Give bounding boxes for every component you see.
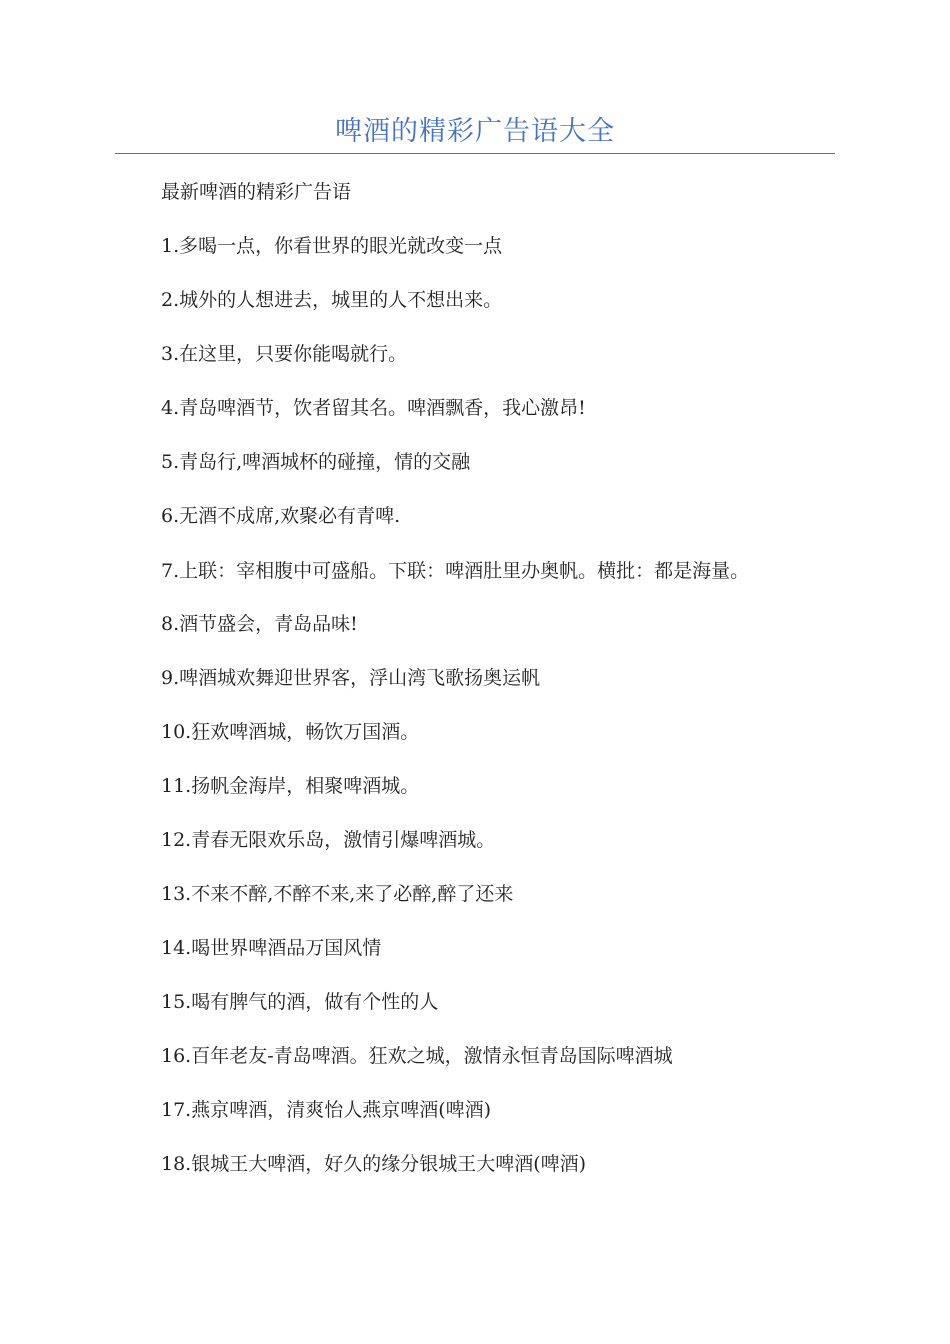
slogan-item: 9.啤酒城欢舞迎世界客，浮山湾飞歌扬奥运帆 [161,667,541,689]
slogan-item: 2.城外的人想进去，城里的人不想出来。 [161,289,503,311]
slogan-item: 8.酒节盛会，青岛品味! [161,613,358,635]
slogan-item: 12.青春无限欢乐岛，激情引爆啤酒城。 [161,829,496,851]
slogan-item: 14.喝世界啤酒品万国风情 [161,937,382,959]
slogan-item: 13.不来不醉,不醉不来,来了必醉,醉了还来 [161,883,514,905]
slogan-item: 18.银城王大啤酒，好久的缘分银城王大啤酒(啤酒) [161,1153,587,1175]
slogan-item: 1.多喝一点，你看世界的眼光就改变一点 [161,235,503,257]
slogan-item: 17.燕京啤酒，清爽怡人燕京啤酒(啤酒) [161,1099,492,1121]
page-title: 啤酒的精彩广告语大全 [335,116,615,147]
slogan-item: 5.青岛行,啤酒城杯的碰撞，情的交融 [161,451,471,473]
slogan-item: 6.无酒不成席,欢聚必有青啤. [161,505,401,527]
title-underline [115,153,835,154]
slogan-item: 16.百年老友-青岛啤酒。狂欢之城，激情永恒青岛国际啤酒城 [161,1045,673,1067]
subtitle: 最新啤酒的精彩广告语 [161,181,352,203]
slogan-item: 11.扬帆金海岸，相聚啤酒城。 [161,775,420,797]
slogan-item: 7.上联：宰相腹中可盛船。下联：啤酒肚里办奥帆。横批：都是海量。 [161,560,750,582]
document-body [115,178,813,1204]
slogan-item: 4.青岛啤酒节，饮者留其名。啤酒飘香，我心激昂! [161,397,586,419]
slogan-item: 3.在这里，只要你能喝就行。 [161,343,408,365]
slogan-item: 10.狂欢啤酒城，畅饮万国酒。 [161,721,420,743]
slogan-item: 15.喝有脾气的酒，做有个性的人 [161,991,439,1013]
